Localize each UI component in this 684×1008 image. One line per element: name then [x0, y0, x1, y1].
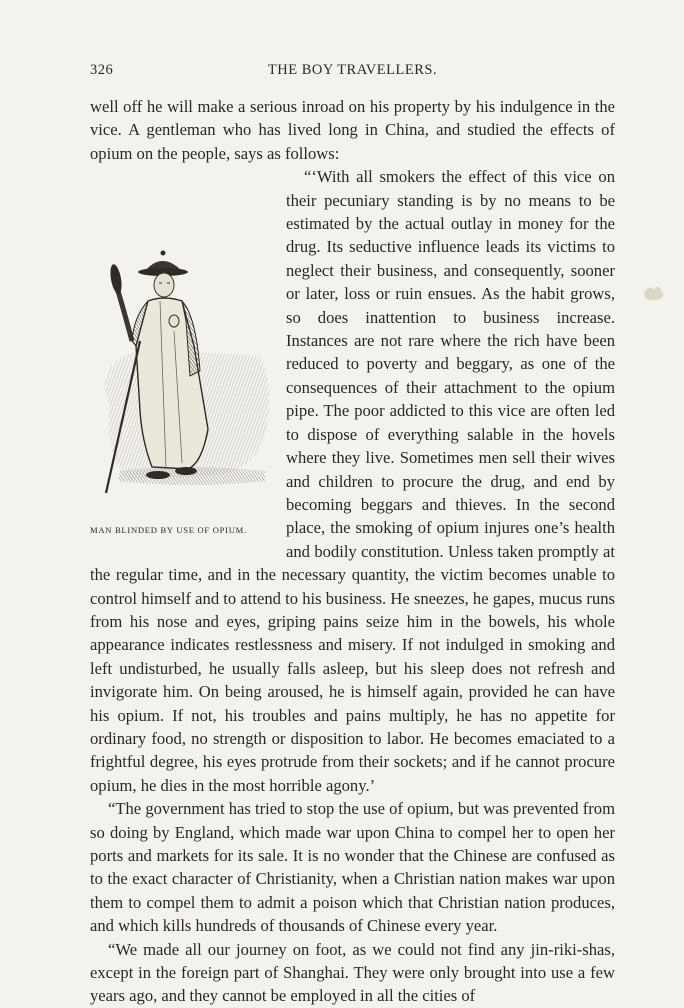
paragraph-3: “The government has tried to stop the use of opium, but was prevented from so doing by England, which made war upon China to compel her to open her ports and markets for its sale. It is no wonder that the Chinese are confused as to the exact character of Christianity, when a Christian nation makes war upon them to compel them to admit a poison which that Christian nation produces, and which kills hundreds of thousands of Chinese every year.	[90, 799, 615, 936]
paragraph-4: “We made all our journey on foot, as we could not find any jin-riki-shas, except in the foreign part of Shanghai. They were only brought into use a few years ago, and they cannot be employed in all the cities of	[90, 939, 615, 1006]
opium-man-illustration	[90, 171, 280, 516]
running-title: THE BOY TRAVELLERS.	[267, 62, 438, 78]
page-body	[90, 95, 615, 1008]
page-number: 326	[90, 62, 114, 78]
page-header	[90, 62, 615, 86]
illustration-figure	[90, 171, 280, 541]
paragraph-1: well off he will make a serious inroad on his property by his indulgence in the vice. A gentleman who has lived long in China, and studied the effects of opium on the people, says as follows:	[90, 97, 615, 163]
paragraph-2: “‘With all smokers the effect of this vice on their pecuniary standing is by no means to be estimated by the actual outlay in money for the drug. Its seductive influence leads its victims to neglect their business, and consequently, sooner or later, loss or ruin ensues. As the habit grows, so does inattention to business increase. Instances are not rare where the rich have been reduced to poverty and beggary, as one of the consequences of their attachment to the opium pipe. The poor addicted to this vice are often led to dispose of everything salable in the hovels where they live. Sometimes men sell their wives and children to procure the drug, and end by becoming beggars and thieves. In the second place, the smoking of opium injures one’s health and bodily constitution. Unless taken promptly at the regular time, and in the necessary quantity, the victim becomes unable to control himself and to attend to his business. He sneezes, he gapes, mucus runs from his nose and eyes, griping pains seize him in the bowels, his whole appearance indicates restlessness and misery. If not indulged in smoking and left undisturbed, he usually falls asleep, but his sleep does not refresh and invigorate him. On being aroused, he is himself again, provided he can have his opium. If not, his troubles and pains multiply, he has no appetite for ordinary food, no strength or disposition to labor. He becomes emaciated to a frightful degree, his eyes protrude from their sockets; and if he cannot procure opium, he dies in the most horrible agony.’	[90, 167, 615, 795]
ink-stain-mark	[640, 280, 668, 304]
illustration-caption: MAN BLINDED BY USE OF OPIUM.	[90, 525, 247, 536]
